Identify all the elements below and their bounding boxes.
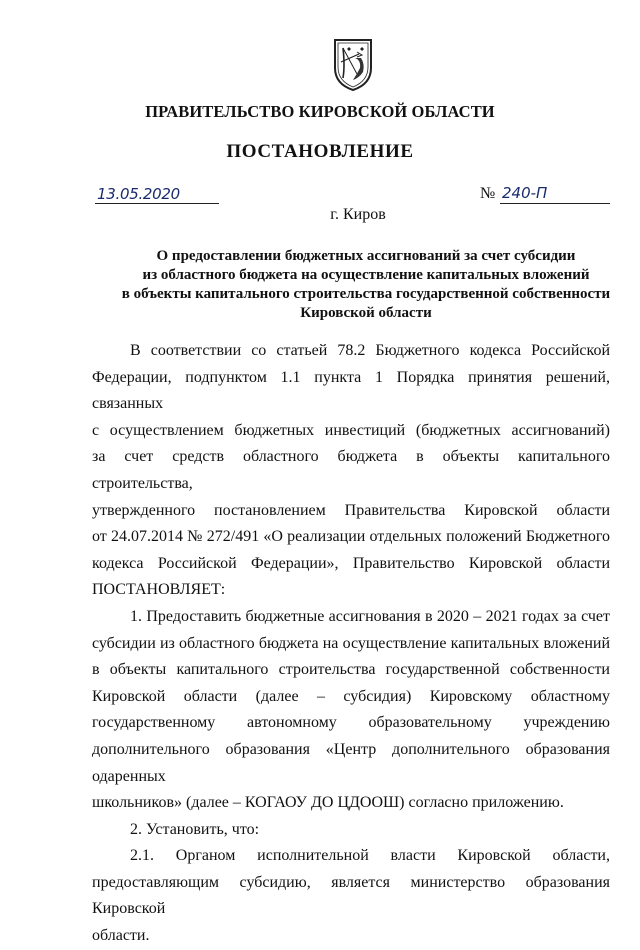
body-line: дополнительного образования «Центр дополнительного образования одаренных [92,740,610,785]
body-line: государственному автономному образовательному учреждению [92,714,610,732]
document-body [92,338,610,950]
body-line: ПОСТАНОВЛЯЕТ: [92,581,226,599]
body-line: В соответствии со статьей 78.2 Бюджетного кодекса Российской [130,342,610,359]
document-number-field [480,183,610,207]
number-underline [500,203,610,204]
document-number: 240-П [502,184,548,202]
body-line: 2.1. Органом исполнительной власти Кировской области, [130,847,610,865]
body-line: школьников» (далее – КОГАОУ ДО ЦДООШ) согласно приложению. [92,794,564,812]
title-line: О предоставлении бюджетных ассигнований за счет субсидии [156,248,576,264]
title-line: Кировской области [300,305,432,321]
body-line: 2. Установить, что: [130,820,260,838]
body-line: за счет средств областного бюджета в объекты капитального строительства, [92,448,610,492]
number-sign: № [480,185,496,202]
body-line: 1. Предоставить бюджетные ассигнования в 2020 – 2021 годах за счет [130,607,610,625]
city: г. Киров [330,206,386,223]
kirov-oblast-coat-of-arms-icon [331,36,375,92]
body-line: с осуществлением бюджетных инвестиций (бюджетных ассигнований) [92,421,610,439]
title-line: в объекты капитального строительства государственной собственности [121,286,611,302]
government-name: ПРАВИТЕЛЬСТВО КИРОВСКОЙ ОБЛАСТИ [145,102,495,121]
body-line: Федерации, подпунктом 1.1 пункта 1 Порядка принятия решений, связанных [92,368,610,413]
body-line: Кировской области (далее – субсидия) Кировскому областному [92,687,610,705]
title-line: из областного бюджета на осуществление капитальных вложений [142,267,590,283]
body-line: предоставляющим субсидию, является министерство образования Кировской [92,873,610,918]
body-line: области. [92,927,150,945]
body-line: в объекты капитального строительства государственной собственности [92,661,610,679]
date-underline [95,203,219,204]
body-line: от 24.07.2014 № 272/491 «О реализации отдельных положений Бюджетного [92,528,610,546]
body-line: кодекса Российской Федерации», Правительство Кировской области [92,554,610,572]
document-title [92,247,640,323]
body-line: субсидии из областного бюджета на осуществление капитальных вложений [92,634,610,652]
document-type: ПОСТАНОВЛЕНИЕ [226,141,414,162]
body-line: утвержденного постановлением Правительства Кировской области [92,501,610,519]
document-date-field [95,185,219,207]
document-date: 13.05.2020 [97,185,180,203]
